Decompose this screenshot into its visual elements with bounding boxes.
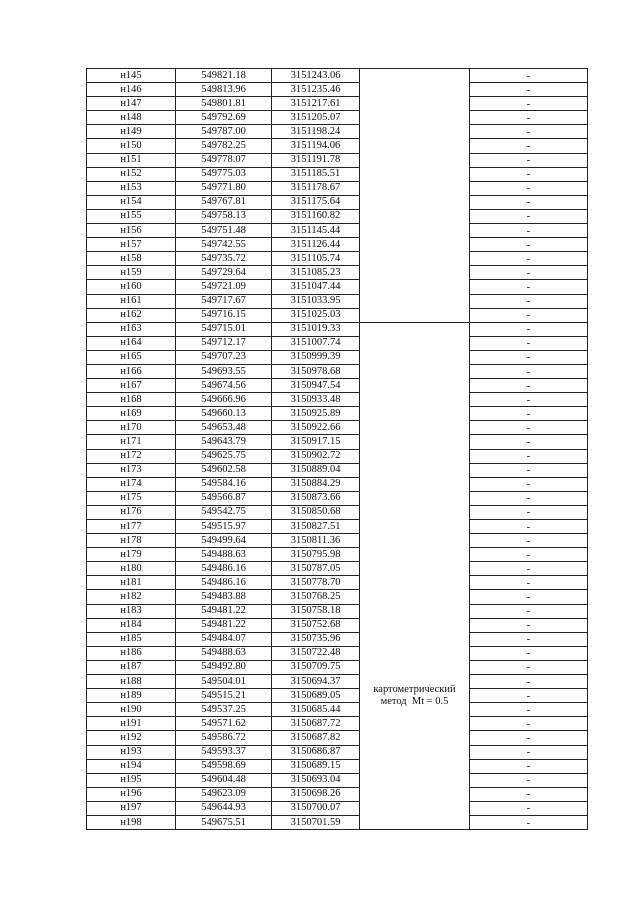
x-coordinate-cell: 549584.16 <box>176 477 272 491</box>
dash-cell: - <box>470 689 588 703</box>
x-coordinate-cell: 549716.15 <box>176 308 272 322</box>
y-coordinate-cell: 3151025.03 <box>272 308 360 322</box>
x-coordinate-cell: 549602.58 <box>176 463 272 477</box>
table-row <box>87 224 588 238</box>
y-coordinate-cell: 3151105.74 <box>272 252 360 266</box>
method-cell-empty <box>360 308 470 322</box>
point-id-cell: н186 <box>87 646 176 660</box>
x-coordinate-cell: 549515.97 <box>176 520 272 534</box>
x-coordinate-cell: 549484.07 <box>176 632 272 646</box>
x-coordinate-cell: 549821.18 <box>176 69 272 83</box>
dash-cell: - <box>470 745 588 759</box>
point-id-cell: н159 <box>87 266 176 280</box>
dash-cell: - <box>470 562 588 576</box>
method-line-1: картометрический <box>373 683 456 695</box>
y-coordinate-cell: 3150947.54 <box>272 379 360 393</box>
point-id-cell: н178 <box>87 534 176 548</box>
dash-cell: - <box>470 209 588 223</box>
y-coordinate-cell: 3150685.44 <box>272 703 360 717</box>
y-coordinate-cell: 3150850.68 <box>272 505 360 519</box>
x-coordinate-cell: 549693.55 <box>176 364 272 378</box>
table-row <box>87 308 588 322</box>
y-coordinate-cell: 3151085.23 <box>272 266 360 280</box>
point-id-cell: н147 <box>87 97 176 111</box>
dash-cell: - <box>470 646 588 660</box>
table-row <box>87 294 588 308</box>
x-coordinate-cell: 549571.62 <box>176 717 272 731</box>
point-id-cell: н170 <box>87 421 176 435</box>
x-coordinate-cell: 549625.75 <box>176 449 272 463</box>
x-coordinate-cell: 549674.56 <box>176 379 272 393</box>
table-row <box>87 773 588 787</box>
dash-cell: - <box>470 675 588 689</box>
table-row <box>87 801 588 815</box>
point-id-cell: н191 <box>87 717 176 731</box>
x-coordinate-cell: 549623.09 <box>176 787 272 801</box>
dash-cell: - <box>470 731 588 745</box>
table-row <box>87 562 588 576</box>
table-row <box>87 548 588 562</box>
table-row <box>87 646 588 660</box>
point-id-cell: н184 <box>87 618 176 632</box>
x-coordinate-cell: 549481.22 <box>176 618 272 632</box>
y-coordinate-cell: 3150811.36 <box>272 534 360 548</box>
point-id-cell: н192 <box>87 731 176 745</box>
x-coordinate-cell: 549717.67 <box>176 294 272 308</box>
method-cell-empty <box>360 224 470 238</box>
point-id-cell: н174 <box>87 477 176 491</box>
point-id-cell: н179 <box>87 548 176 562</box>
point-id-cell: н160 <box>87 280 176 294</box>
y-coordinate-cell: 3150689.05 <box>272 689 360 703</box>
x-coordinate-cell: 549593.37 <box>176 745 272 759</box>
point-id-cell: н165 <box>87 350 176 364</box>
point-id-cell: н172 <box>87 449 176 463</box>
x-coordinate-cell: 549542.75 <box>176 505 272 519</box>
y-coordinate-cell: 3151175.64 <box>272 195 360 209</box>
dash-cell: - <box>470 322 588 336</box>
y-coordinate-cell: 3150884.29 <box>272 477 360 491</box>
dash-cell: - <box>470 294 588 308</box>
dash-cell: - <box>470 421 588 435</box>
table-row <box>87 181 588 195</box>
dash-cell: - <box>470 491 588 505</box>
point-id-cell: н146 <box>87 83 176 97</box>
y-coordinate-cell: 3150889.04 <box>272 463 360 477</box>
y-coordinate-cell: 3150768.25 <box>272 590 360 604</box>
dash-cell: - <box>470 238 588 252</box>
dash-cell: - <box>470 520 588 534</box>
table-row <box>87 505 588 519</box>
y-coordinate-cell: 3150873.66 <box>272 491 360 505</box>
dash-cell: - <box>470 759 588 773</box>
x-coordinate-cell: 549653.48 <box>176 421 272 435</box>
table-row <box>87 153 588 167</box>
x-coordinate-cell: 549492.80 <box>176 660 272 674</box>
y-coordinate-cell: 3150827.51 <box>272 520 360 534</box>
y-coordinate-cell: 3151194.06 <box>272 139 360 153</box>
x-coordinate-cell: 549729.64 <box>176 266 272 280</box>
dash-cell: - <box>470 703 588 717</box>
dash-cell: - <box>470 379 588 393</box>
x-coordinate-cell: 549742.55 <box>176 238 272 252</box>
table-row <box>87 618 588 632</box>
dash-cell: - <box>470 505 588 519</box>
y-coordinate-cell: 3151217.61 <box>272 97 360 111</box>
method-cell-empty <box>360 238 470 252</box>
x-coordinate-cell: 549735.72 <box>176 252 272 266</box>
method-cell-empty <box>360 181 470 195</box>
x-coordinate-cell: 549782.25 <box>176 139 272 153</box>
x-coordinate-cell: 549504.01 <box>176 675 272 689</box>
dash-cell: - <box>470 266 588 280</box>
y-coordinate-cell: 3150752.68 <box>272 618 360 632</box>
dash-cell: - <box>470 717 588 731</box>
method-cell-empty <box>360 266 470 280</box>
x-coordinate-cell: 549486.16 <box>176 562 272 576</box>
dash-cell: - <box>470 393 588 407</box>
y-coordinate-cell: 3151007.74 <box>272 336 360 350</box>
table-row <box>87 125 588 139</box>
dash-cell: - <box>470 69 588 83</box>
y-coordinate-cell: 3150687.82 <box>272 731 360 745</box>
table-row <box>87 393 588 407</box>
method-cell-empty <box>360 111 470 125</box>
point-id-cell: н175 <box>87 491 176 505</box>
dash-cell: - <box>470 336 588 350</box>
dash-cell: - <box>470 308 588 322</box>
point-id-cell: н183 <box>87 604 176 618</box>
point-id-cell: н151 <box>87 153 176 167</box>
y-coordinate-cell: 3150701.59 <box>272 815 360 829</box>
point-id-cell: н153 <box>87 181 176 195</box>
x-coordinate-cell: 549721.09 <box>176 280 272 294</box>
point-id-cell: н193 <box>87 745 176 759</box>
dash-cell: - <box>470 435 588 449</box>
y-coordinate-cell: 3150698.26 <box>272 787 360 801</box>
point-id-cell: н152 <box>87 167 176 181</box>
point-id-cell: н162 <box>87 308 176 322</box>
point-id-cell: н185 <box>87 632 176 646</box>
y-coordinate-cell: 3150709.75 <box>272 660 360 674</box>
point-id-cell: н148 <box>87 111 176 125</box>
y-coordinate-cell: 3150902.72 <box>272 449 360 463</box>
method-cell-empty <box>360 252 470 266</box>
x-coordinate-cell: 549660.13 <box>176 407 272 421</box>
method-cell-empty <box>360 280 470 294</box>
y-coordinate-cell: 3151191.78 <box>272 153 360 167</box>
point-id-cell: н188 <box>87 675 176 689</box>
table-row <box>87 477 588 491</box>
table-row <box>87 238 588 252</box>
table-row <box>87 463 588 477</box>
dash-cell: - <box>470 224 588 238</box>
table-row <box>87 745 588 759</box>
x-coordinate-cell: 549767.81 <box>176 195 272 209</box>
dash-cell: - <box>470 350 588 364</box>
y-coordinate-cell: 3151033.95 <box>272 294 360 308</box>
table-row <box>87 660 588 674</box>
y-coordinate-cell: 3150758.18 <box>272 604 360 618</box>
y-coordinate-cell: 3151198.24 <box>272 125 360 139</box>
point-id-cell: н180 <box>87 562 176 576</box>
method-cell <box>360 322 470 829</box>
table-row <box>87 759 588 773</box>
dash-cell: - <box>470 801 588 815</box>
y-coordinate-cell: 3150735.96 <box>272 632 360 646</box>
method-cell-empty <box>360 209 470 223</box>
table-row <box>87 590 588 604</box>
point-id-cell: н168 <box>87 393 176 407</box>
method-cell-empty <box>360 125 470 139</box>
table-row <box>87 407 588 421</box>
table-row <box>87 491 588 505</box>
x-coordinate-cell: 549712.17 <box>176 336 272 350</box>
x-coordinate-cell: 549644.93 <box>176 801 272 815</box>
x-coordinate-cell: 549778.07 <box>176 153 272 167</box>
method-cell-empty <box>360 167 470 181</box>
x-coordinate-cell: 549751.48 <box>176 224 272 238</box>
x-coordinate-cell: 549775.03 <box>176 167 272 181</box>
y-coordinate-cell: 3151047.44 <box>272 280 360 294</box>
y-coordinate-cell: 3150700.07 <box>272 801 360 815</box>
y-coordinate-cell: 3150722.48 <box>272 646 360 660</box>
y-coordinate-cell: 3150787.05 <box>272 562 360 576</box>
y-coordinate-cell: 3150687.72 <box>272 717 360 731</box>
dash-cell: - <box>470 590 588 604</box>
dash-cell: - <box>470 195 588 209</box>
y-coordinate-cell: 3150917.15 <box>272 435 360 449</box>
table-row <box>87 675 588 689</box>
x-coordinate-cell: 549715.01 <box>176 322 272 336</box>
table-row <box>87 209 588 223</box>
x-coordinate-cell: 549488.63 <box>176 548 272 562</box>
dash-cell: - <box>470 125 588 139</box>
point-id-cell: н145 <box>87 69 176 83</box>
point-id-cell: н182 <box>87 590 176 604</box>
x-coordinate-cell: 549586.72 <box>176 731 272 745</box>
point-id-cell: н169 <box>87 407 176 421</box>
x-coordinate-cell: 549801.81 <box>176 97 272 111</box>
y-coordinate-cell: 3150999.39 <box>272 350 360 364</box>
method-cell-empty <box>360 294 470 308</box>
x-coordinate-cell: 549787.00 <box>176 125 272 139</box>
dash-cell: - <box>470 632 588 646</box>
dash-cell: - <box>470 787 588 801</box>
y-coordinate-cell: 3150925.89 <box>272 407 360 421</box>
x-coordinate-cell: 549707.23 <box>176 350 272 364</box>
x-coordinate-cell: 549666.96 <box>176 393 272 407</box>
point-id-cell: н187 <box>87 660 176 674</box>
method-cell-empty <box>360 195 470 209</box>
dash-cell: - <box>470 548 588 562</box>
coordinates-table-body <box>87 69 588 830</box>
dash-cell: - <box>470 463 588 477</box>
method-line-2: метод Mt = 0.5 <box>380 695 449 707</box>
table-row <box>87 534 588 548</box>
point-id-cell: н149 <box>87 125 176 139</box>
point-id-cell: н156 <box>87 224 176 238</box>
table-row <box>87 195 588 209</box>
x-coordinate-cell: 549515.21 <box>176 689 272 703</box>
table-row <box>87 449 588 463</box>
table-row <box>87 322 588 336</box>
table-row <box>87 815 588 829</box>
table-row <box>87 520 588 534</box>
x-coordinate-cell: 549598.69 <box>176 759 272 773</box>
dash-cell: - <box>470 280 588 294</box>
table-row <box>87 717 588 731</box>
table-row <box>87 435 588 449</box>
x-coordinate-cell: 549604.48 <box>176 773 272 787</box>
table-row <box>87 604 588 618</box>
dash-cell: - <box>470 167 588 181</box>
x-coordinate-cell: 549758.13 <box>176 209 272 223</box>
table-row <box>87 280 588 294</box>
x-coordinate-cell: 549537.25 <box>176 703 272 717</box>
y-coordinate-cell: 3151243.06 <box>272 69 360 83</box>
point-id-cell: н195 <box>87 773 176 787</box>
dash-cell: - <box>470 773 588 787</box>
y-coordinate-cell: 3150694.37 <box>272 675 360 689</box>
dash-cell: - <box>470 534 588 548</box>
table-row <box>87 689 588 703</box>
point-id-cell: н197 <box>87 801 176 815</box>
table-row <box>87 266 588 280</box>
method-cell-empty <box>360 83 470 97</box>
dash-cell: - <box>470 111 588 125</box>
point-id-cell: н181 <box>87 576 176 590</box>
table-row <box>87 167 588 181</box>
x-coordinate-cell: 549483.88 <box>176 590 272 604</box>
point-id-cell: н190 <box>87 703 176 717</box>
dash-cell: - <box>470 604 588 618</box>
x-coordinate-cell: 549481.22 <box>176 604 272 618</box>
point-id-cell: н154 <box>87 195 176 209</box>
table-row <box>87 111 588 125</box>
point-id-cell: н150 <box>87 139 176 153</box>
x-coordinate-cell: 549643.79 <box>176 435 272 449</box>
table-row <box>87 632 588 646</box>
point-id-cell: н157 <box>87 238 176 252</box>
point-id-cell: н198 <box>87 815 176 829</box>
y-coordinate-cell: 3151185.51 <box>272 167 360 181</box>
x-coordinate-cell: 549813.96 <box>176 83 272 97</box>
dash-cell: - <box>470 449 588 463</box>
point-id-cell: н164 <box>87 336 176 350</box>
y-coordinate-cell: 3151160.82 <box>272 209 360 223</box>
dash-cell: - <box>470 83 588 97</box>
dash-cell: - <box>470 364 588 378</box>
point-id-cell: н171 <box>87 435 176 449</box>
y-coordinate-cell: 3151235.46 <box>272 83 360 97</box>
y-coordinate-cell: 3150689.15 <box>272 759 360 773</box>
point-id-cell: н161 <box>87 294 176 308</box>
x-coordinate-cell: 549488.63 <box>176 646 272 660</box>
table-row <box>87 364 588 378</box>
y-coordinate-cell: 3151178.67 <box>272 181 360 195</box>
y-coordinate-cell: 3150778.70 <box>272 576 360 590</box>
point-id-cell: н166 <box>87 364 176 378</box>
x-coordinate-cell: 549499.64 <box>176 534 272 548</box>
point-id-cell: н177 <box>87 520 176 534</box>
table-row <box>87 350 588 364</box>
table-row <box>87 731 588 745</box>
dash-cell: - <box>470 660 588 674</box>
dash-cell: - <box>470 618 588 632</box>
dash-cell: - <box>470 153 588 167</box>
dash-cell: - <box>470 97 588 111</box>
point-id-cell: н167 <box>87 379 176 393</box>
method-text <box>360 684 469 708</box>
y-coordinate-cell: 3151126.44 <box>272 238 360 252</box>
method-cell-empty <box>360 97 470 111</box>
y-coordinate-cell: 3150693.04 <box>272 773 360 787</box>
dash-cell: - <box>470 576 588 590</box>
table-row <box>87 787 588 801</box>
dash-cell: - <box>470 407 588 421</box>
dash-cell: - <box>470 139 588 153</box>
y-coordinate-cell: 3151019.33 <box>272 322 360 336</box>
table-row <box>87 379 588 393</box>
table-row <box>87 252 588 266</box>
point-id-cell: н194 <box>87 759 176 773</box>
x-coordinate-cell: 549792.69 <box>176 111 272 125</box>
dash-cell: - <box>470 815 588 829</box>
point-id-cell: н155 <box>87 209 176 223</box>
y-coordinate-cell: 3151145.44 <box>272 224 360 238</box>
method-cell-empty <box>360 69 470 83</box>
x-coordinate-cell: 549771.80 <box>176 181 272 195</box>
point-id-cell: н189 <box>87 689 176 703</box>
point-id-cell: н163 <box>87 322 176 336</box>
y-coordinate-cell: 3150978.68 <box>272 364 360 378</box>
y-coordinate-cell: 3150922.66 <box>272 421 360 435</box>
point-id-cell: н176 <box>87 505 176 519</box>
table-row <box>87 336 588 350</box>
table-row <box>87 139 588 153</box>
table-row <box>87 69 588 83</box>
table-row <box>87 703 588 717</box>
y-coordinate-cell: 3151205.07 <box>272 111 360 125</box>
point-id-cell: н173 <box>87 463 176 477</box>
table-row <box>87 97 588 111</box>
y-coordinate-cell: 3150933.48 <box>272 393 360 407</box>
y-coordinate-cell: 3150795.98 <box>272 548 360 562</box>
x-coordinate-cell: 549486.16 <box>176 576 272 590</box>
x-coordinate-cell: 549675.51 <box>176 815 272 829</box>
table-row <box>87 83 588 97</box>
table-row <box>87 421 588 435</box>
point-id-cell: н196 <box>87 787 176 801</box>
y-coordinate-cell: 3150686.87 <box>272 745 360 759</box>
coordinates-table <box>86 68 588 830</box>
dash-cell: - <box>470 477 588 491</box>
method-cell-empty <box>360 139 470 153</box>
dash-cell: - <box>470 252 588 266</box>
point-id-cell: н158 <box>87 252 176 266</box>
dash-cell: - <box>470 181 588 195</box>
x-coordinate-cell: 549566.87 <box>176 491 272 505</box>
method-cell-empty <box>360 153 470 167</box>
table-row <box>87 576 588 590</box>
